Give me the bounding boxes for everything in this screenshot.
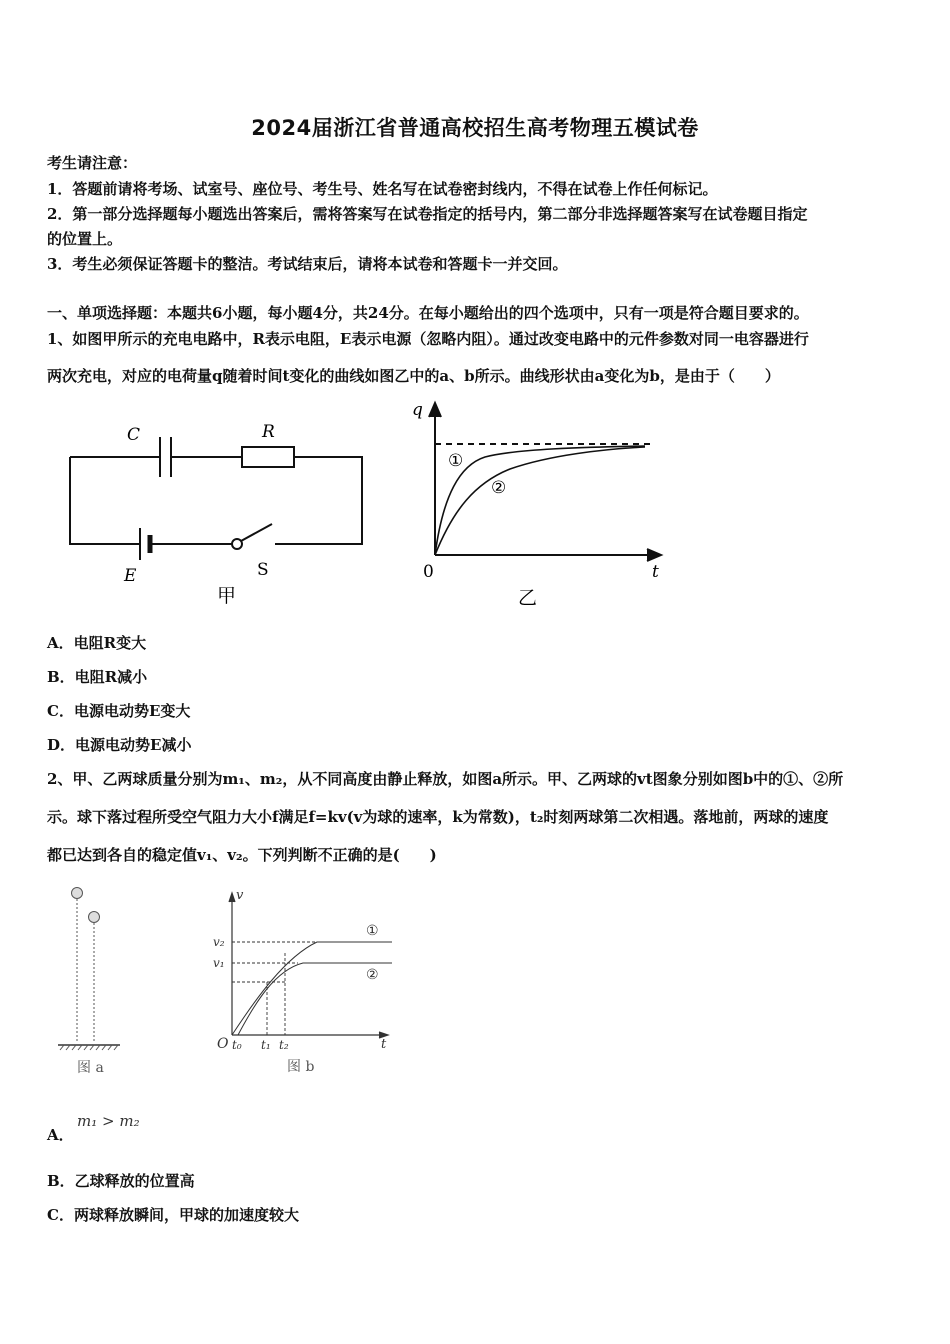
charge-time-graph — [405, 395, 675, 610]
curve-1-label: ① — [448, 451, 464, 471]
section-heading: 一、单项选择题：本题共6小题，每小题4分，共24分。在每小题给出的四个选项中，只有一项是符合题目要求的。 — [47, 304, 809, 322]
curve-2-label: ② — [366, 967, 379, 983]
switch-label: S — [257, 560, 269, 580]
y-axis-label: v — [236, 888, 244, 903]
v2-label: v₂ — [213, 935, 225, 949]
notice-heading: 考生请注意： — [47, 154, 138, 172]
question-1-line-2: 两次充电，对应的电荷量q随着时间t变化的曲线如图乙中的a、b所示。曲线形状由a变化为b，是由于（ ） — [47, 367, 780, 385]
figure-caption: 图 a — [77, 1060, 104, 1076]
option-d: D．电源电动势E减小 — [47, 736, 192, 754]
curve-1-label: ① — [366, 923, 379, 939]
notice-item: 3．考生必须保证答题卡的整洁。考试结束后，请将本试卷和答题卡一并交回。 — [47, 255, 568, 273]
option-b: B．电阻R减小 — [47, 668, 148, 686]
t0-label: t₀ — [232, 1038, 242, 1052]
v1-label: v₁ — [213, 956, 225, 970]
option-c: C．两球释放瞬间，甲球的加速度较大 — [47, 1206, 299, 1224]
option-a-formula: m₁ > m₂ — [77, 1112, 140, 1130]
page-title: 2024届浙江省普通高校招生高考物理五模试卷 — [251, 116, 699, 140]
resistor-label: R — [262, 422, 275, 442]
figure-caption: 甲 — [217, 585, 237, 607]
question-2-line-2: 示。球下落过程所受空气阻力大小f满足f=kv(v为球的速率，k为常数)，t₂时刻两球第二次相遇。落地前，两球的速度 — [47, 808, 829, 826]
notice-item: 的位置上。 — [47, 230, 123, 248]
figure-caption: 乙 — [518, 587, 538, 609]
curve-2-label: ② — [491, 478, 507, 498]
y-axis-label: q — [412, 400, 423, 420]
origin-label: 0 — [423, 562, 434, 582]
t2-label: t₂ — [279, 1038, 289, 1052]
capacitor-label: C — [127, 425, 141, 445]
circuit-diagram — [60, 415, 380, 615]
notice-item: 1．答题前请将考场、试室号、座位号、考生号、姓名写在试卷密封线内，不得在试卷上作任何标记。 — [47, 180, 718, 198]
source-label: E — [124, 566, 137, 586]
origin-label: O — [217, 1036, 229, 1052]
question-1-line-1: 1、如图甲所示的充电电路中，R表示电阻，E表示电源（忽略内阻）。通过改变电路中的元件参数对同一电容器进行 — [47, 330, 809, 348]
question-2-line-3: 都已达到各自的稳定值v₁、v₂。下列判断不正确的是( ) — [47, 846, 437, 864]
question-2-line-1: 2、甲、乙两球质量分别为m₁、m₂，从不同高度由静止释放，如图a所示。甲、乙两球的vt图象分别如图b中的①、②所 — [47, 770, 844, 788]
option-a: A．电阻R变大 — [47, 634, 147, 652]
x-axis-label: t — [381, 1037, 387, 1052]
figure-caption: 图 b — [287, 1059, 315, 1075]
option-b: B．乙球释放的位置高 — [47, 1172, 195, 1190]
notice-item: 2．第一部分选择题每小题选出答案后，需将答案写在试卷指定的括号内，第二部分非选择题答案写在试卷题目指定 — [47, 205, 808, 223]
option-a-label: A． — [47, 1126, 74, 1144]
velocity-time-graph — [210, 885, 395, 1085]
balls-diagram — [50, 880, 130, 1080]
x-axis-label: t — [652, 562, 659, 582]
t1-label: t₁ — [261, 1038, 271, 1052]
option-c: C．电源电动势E变大 — [47, 702, 191, 720]
